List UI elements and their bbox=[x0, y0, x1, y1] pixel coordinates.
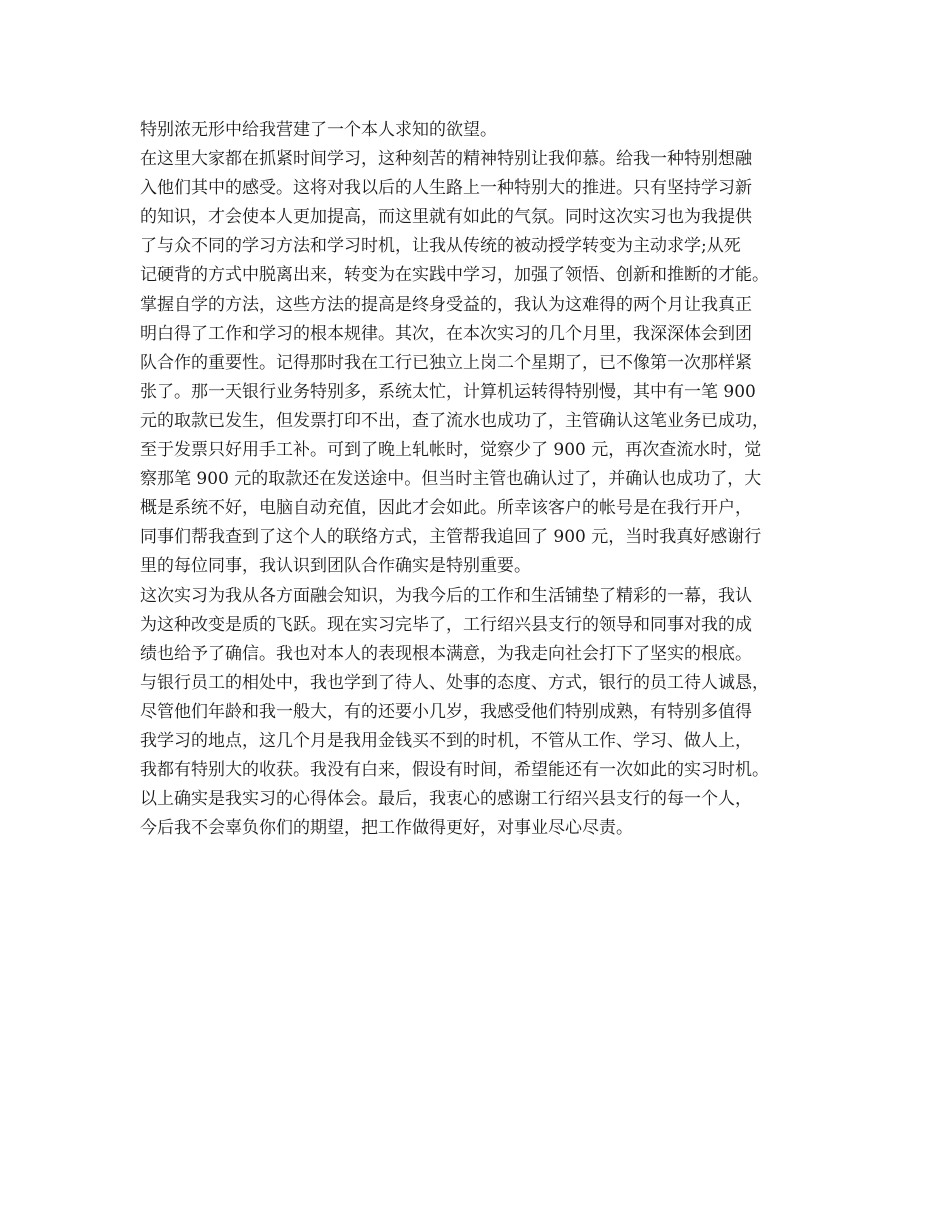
text-line: 尽管他们年龄和我一般大，有的还要小几岁，我感受他们特别成熟，有特别多值得 bbox=[140, 701, 752, 722]
text-line: 里的每位同事，我认识到团队合作确实是特别重要。 bbox=[140, 556, 531, 577]
text-line: 掌握自学的方法，这些方法的提高是终身受益的，我认为这难得的两个月让我真正 bbox=[140, 294, 752, 315]
text-line: 了与众不同的学习方法和学习时机，让我从传统的被动授学转变为主动求学;从死 bbox=[140, 236, 741, 257]
body-text bbox=[140, 116, 830, 843]
text-line: 至于发票只好用手工补。可到了晚上轧帐时，觉察少了 900 元，再次查流水时，觉 bbox=[140, 440, 762, 461]
text-line: 元的取款已发生，但发票打印不出，查了流水也成功了，主管确认这笔业务已成功， bbox=[140, 410, 769, 431]
text-line: 记硬背的方式中脱离出来，转变为在实践中学习，加强了领悟、创新和推断的才能。 bbox=[140, 265, 769, 286]
text-line: 同事们帮我查到了这个人的联络方式，主管帮我追回了 900 元，当时我真好感谢行 bbox=[140, 527, 762, 548]
text-line: 特别浓无形中给我营建了一个本人求知的欲望。 bbox=[140, 120, 497, 140]
text-line: 队合作的重要性。记得那时我在工行已独立上岗二个星期了，已不像第一次那样紧 bbox=[140, 352, 752, 373]
text-line: 的知识，才会使本人更加提高，而这里就有如此的气氛。同时这次实习也为我提供 bbox=[140, 207, 752, 228]
text-line: 今后我不会辜负你们的期望，把工作做得更好，对事业尽心尽责。 bbox=[140, 818, 633, 839]
text-line: 入他们其中的感受。这将对我以后的人生路上一种特别大的推进。只有坚持学习新 bbox=[140, 178, 752, 199]
text-line: 我都有特别大的收获。我没有白来，假设有时间，希望能还有一次如此的实习时机。 bbox=[140, 760, 769, 781]
text-line: 以上确实是我实习的心得体会。最后，我衷心的感谢工行绍兴县支行的每一个人， bbox=[140, 789, 752, 810]
text-line: 与银行员工的相处中，我也学到了待人、处事的态度、方式，银行的员工待人诚恳， bbox=[140, 672, 769, 693]
text-line: 概是系统不好，电脑自动充值，因此才会如此。所幸该客户的帐号是在我行开户， bbox=[140, 498, 752, 519]
text-line: 察那笔 900 元的取款还在发送途中。但当时主管也确认过了，并确认也成功了，大 bbox=[140, 469, 762, 490]
text-line: 在这里大家都在抓紧时间学习，这种刻苦的精神特别让我仰慕。给我一种特别想融 bbox=[140, 149, 752, 170]
text-line: 为这种改变是质的飞跃。现在实习完毕了，工行绍兴县支行的领导和同事对我的成 bbox=[140, 614, 752, 635]
text-line: 明白得了工作和学习的根本规律。其次，在本次实习的几个月里，我深深体会到团 bbox=[140, 323, 752, 344]
text-line: 这次实习为我从各方面融会知识，为我今后的工作和生活铺垫了精彩的一幕，我认 bbox=[140, 585, 752, 606]
text-line: 绩也给予了确信。我也对本人的表现根本满意，为我走向社会打下了坚实的根底。 bbox=[140, 643, 752, 664]
text-line: 我学习的地点，这几个月是我用金钱买不到的时机，不管从工作、学习、做人上， bbox=[140, 730, 752, 751]
text-line: 张了。那一天银行业务特别多，系统太忙，计算机运转得特别慢，其中有一笔 900 bbox=[140, 381, 756, 402]
